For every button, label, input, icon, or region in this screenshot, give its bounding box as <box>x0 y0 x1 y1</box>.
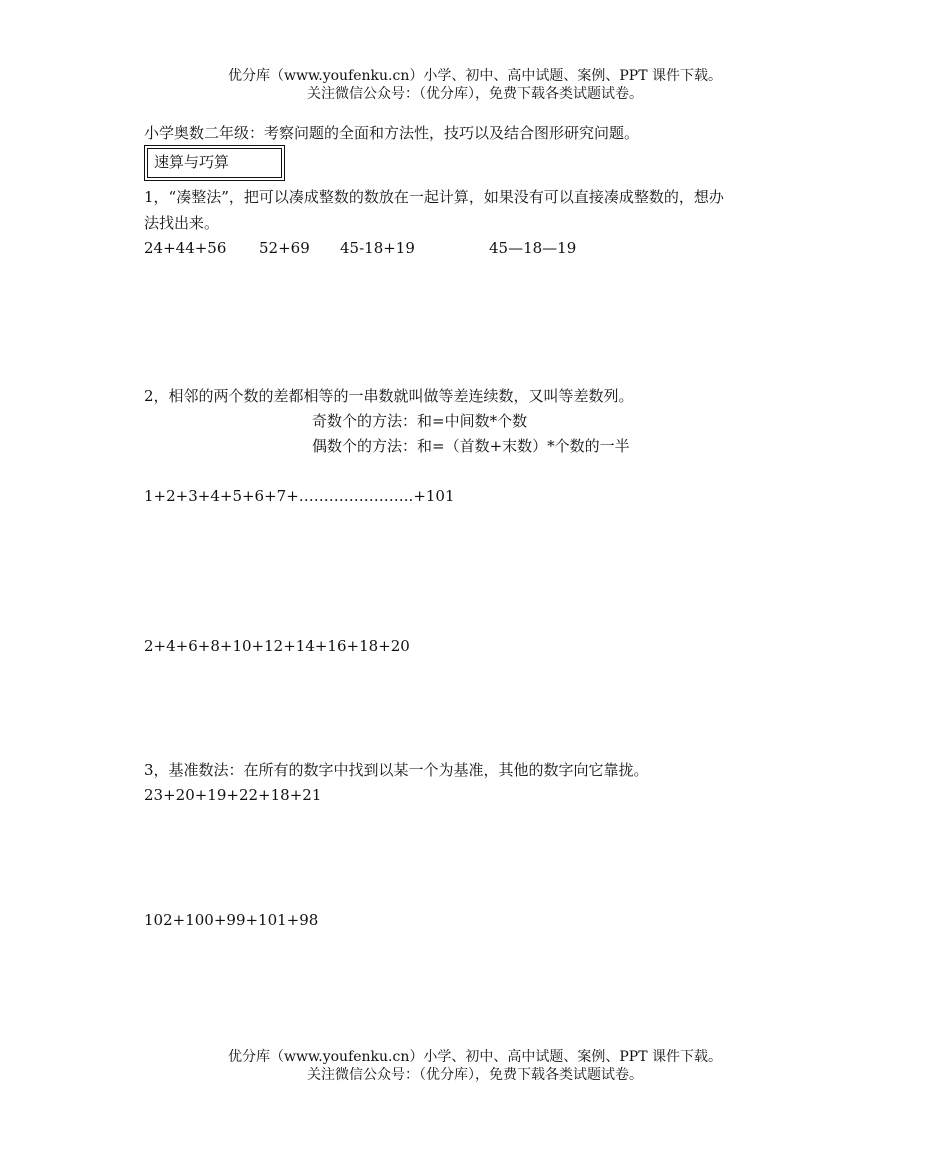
q1-expression-4: 45—18—19 <box>489 239 577 257</box>
q1-expression-3: 45-18+19 <box>340 239 415 257</box>
header-line-1: 优分库（www.youfenku.cn）小学、初中、高中试题、案例、PPT 课件下载。 <box>227 68 722 84</box>
q3-text: 3，基准数法：在所有的数字中找到以某一个为基准，其他的数字向它靠拢。 <box>144 761 649 779</box>
q2-rule-odd: 奇数个的方法：和=中间数*个数 <box>312 412 528 430</box>
q2-expression-2: 2+4+6+8+10+12+14+16+18+20 <box>144 637 410 655</box>
section-title-box <box>144 145 285 181</box>
q2-text: 2，相邻的两个数的差都相等的一串数就叫做等差连续数，又叫等差数列。 <box>144 387 634 405</box>
q1-text-line-1: 1，“凑整法”，把可以凑成整数的数放在一起计算，如果没有可以直接凑成整数的，想办 <box>144 188 724 206</box>
q3-expression-1: 23+20+19+22+18+21 <box>144 786 322 804</box>
q1-expression-1: 24+44+56 <box>144 239 227 257</box>
header-line-2: 关注微信公众号：（优分库），免费下载各类试题试卷。 <box>307 86 643 102</box>
intro-text: 小学奥数二年级：考察问题的全面和方法性，技巧以及结合图形研究问题。 <box>144 124 640 142</box>
footer-line-2: 关注微信公众号：（优分库），免费下载各类试题试卷。 <box>307 1067 643 1083</box>
section-title: 速算与巧算 <box>147 148 282 178</box>
q2-expression-1: 1+2+3+4+5+6+7+…………………..+101 <box>144 487 455 505</box>
q3-expression-2: 102+100+99+101+98 <box>144 911 319 929</box>
q1-expression-2: 52+69 <box>259 239 310 257</box>
q1-text-line-2: 法找出来。 <box>144 214 220 232</box>
footer-line-1: 优分库（www.youfenku.cn）小学、初中、高中试题、案例、PPT 课件下载。 <box>227 1049 722 1065</box>
q2-rule-even: 偶数个的方法：和=（首数+末数）*个数的一半 <box>312 437 630 455</box>
